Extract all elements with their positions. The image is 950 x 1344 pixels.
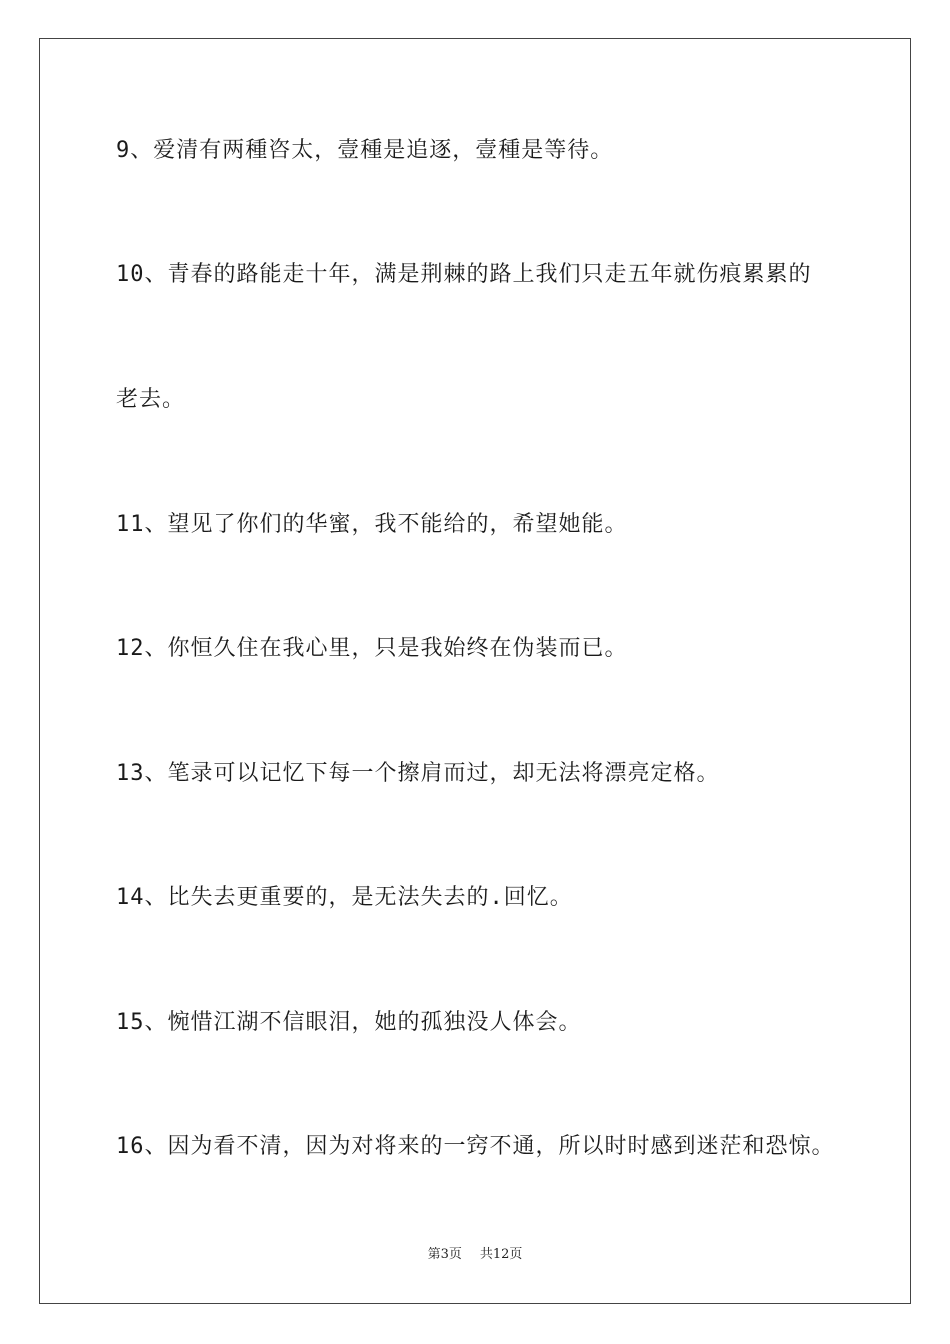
text-line: 11、望见了你们的华蜜，我不能给的，希望她能。 [116,512,628,537]
page-number: 第3页 [427,1247,462,1262]
text-line: 16、因为看不清，因为对将来的一窍不通，所以时时感到迷茫和恐惊。 [116,1134,835,1159]
page-footer [0,1246,950,1264]
text-line: 10、青春的路能走十年，满是荆棘的路上我们只走五年就伤痕累累的 [116,262,812,287]
page-border [39,38,911,1304]
text-line: 12、你恒久住在我心里，只是我始终在伪装而已。 [116,636,628,661]
page-total: 共12页 [479,1247,523,1262]
text-line: 13、笔录可以记忆下每一个擦肩而过，却无法将漂亮定格。 [116,761,720,786]
text-line: 9、爱清有两種咨太，壹種是追逐，壹種是等待。 [116,138,614,163]
text-line: 14、比失去更重要的，是无法失去的.回忆。 [116,885,573,910]
text-line: 15、惋惜江湖不信眼泪，她的孤独没人体会。 [116,1010,582,1035]
text-line: 老去。 [116,387,186,412]
